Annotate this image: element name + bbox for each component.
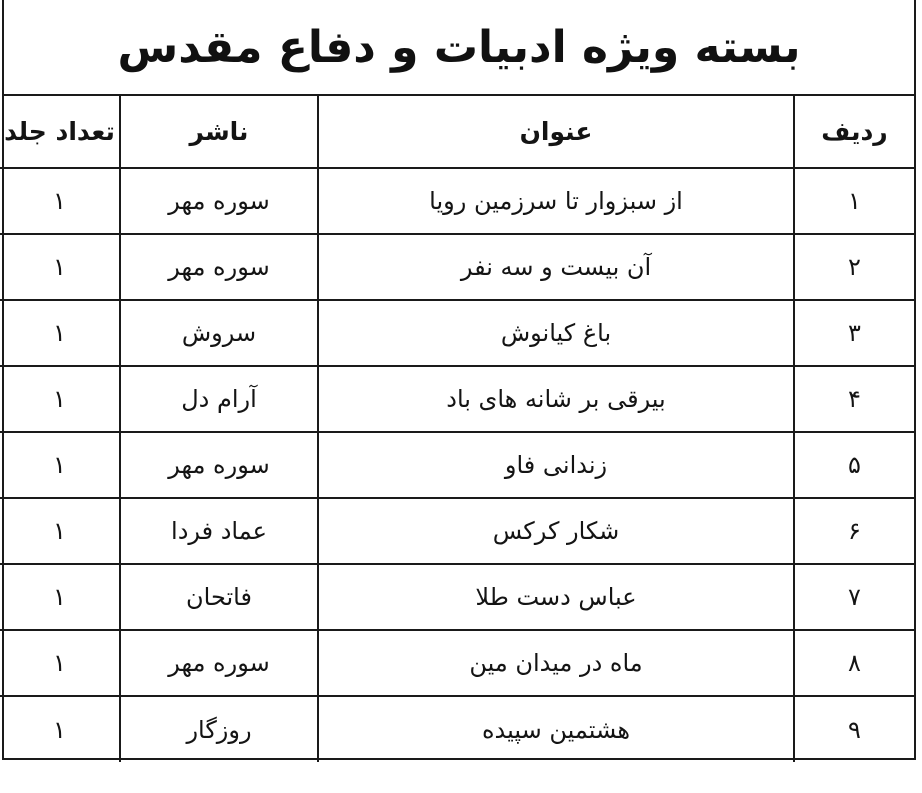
cell-title: ماه در میدان مین: [318, 630, 794, 696]
header-volumes: تعداد جلد: [0, 96, 120, 168]
table-row: [0, 234, 914, 300]
book-table: [0, 96, 914, 762]
cell-volumes: ۱: [0, 168, 120, 234]
cell-title: عباس دست طلا: [318, 564, 794, 630]
table-row: [0, 564, 914, 630]
table-row: [0, 168, 914, 234]
cell-title: از سبزوار تا سرزمین رویا: [318, 168, 794, 234]
cell-publisher: سوره مهر: [120, 630, 318, 696]
cell-volumes: ۱: [0, 366, 120, 432]
cell-radif: ۴: [794, 366, 914, 432]
cell-radif: ۲: [794, 234, 914, 300]
cell-radif: ۵: [794, 432, 914, 498]
header-title: عنوان: [318, 96, 794, 168]
cell-radif: ۹: [794, 696, 914, 762]
cell-radif: ۷: [794, 564, 914, 630]
cell-volumes: ۱: [0, 564, 120, 630]
table-row: [0, 432, 914, 498]
cell-volumes: ۱: [0, 630, 120, 696]
cell-radif: ۸: [794, 630, 914, 696]
cell-volumes: ۱: [0, 300, 120, 366]
cell-volumes: ۱: [0, 696, 120, 762]
table-header-row: [0, 96, 914, 168]
table-body: [0, 168, 914, 762]
cell-title: شکار کرکس: [318, 498, 794, 564]
cell-radif: ۶: [794, 498, 914, 564]
cell-radif: ۱: [794, 168, 914, 234]
cell-title: زندانی فاو: [318, 432, 794, 498]
cell-publisher: عماد فردا: [120, 498, 318, 564]
table-row: [0, 366, 914, 432]
document-sheet: [2, 0, 916, 760]
cell-title: بیرقی بر شانه های باد: [318, 366, 794, 432]
cell-publisher: سوره مهر: [120, 432, 318, 498]
cell-radif: ۳: [794, 300, 914, 366]
table-row: [0, 630, 914, 696]
cell-publisher: سوره مهر: [120, 168, 318, 234]
cell-volumes: ۱: [0, 432, 120, 498]
cell-title: آن بیست و سه نفر: [318, 234, 794, 300]
cell-publisher: آرام دل: [120, 366, 318, 432]
cell-title: هشتمین سپیده: [318, 696, 794, 762]
header-radif: ردیف: [794, 96, 914, 168]
table-row: [0, 696, 914, 762]
cell-publisher: سوره مهر: [120, 234, 318, 300]
cell-volumes: ۱: [0, 498, 120, 564]
cell-publisher: سروش: [120, 300, 318, 366]
cell-volumes: ۱: [0, 234, 120, 300]
cell-publisher: فاتحان: [120, 564, 318, 630]
cell-publisher: روزگار: [120, 696, 318, 762]
header-publisher: ناشر: [120, 96, 318, 168]
cell-title: باغ کیانوش: [318, 300, 794, 366]
table-row: [0, 300, 914, 366]
title-box: [4, 0, 914, 96]
table-row: [0, 498, 914, 564]
page-title: بسته ویژه ادبیات و دفاع مقدس: [117, 21, 801, 73]
